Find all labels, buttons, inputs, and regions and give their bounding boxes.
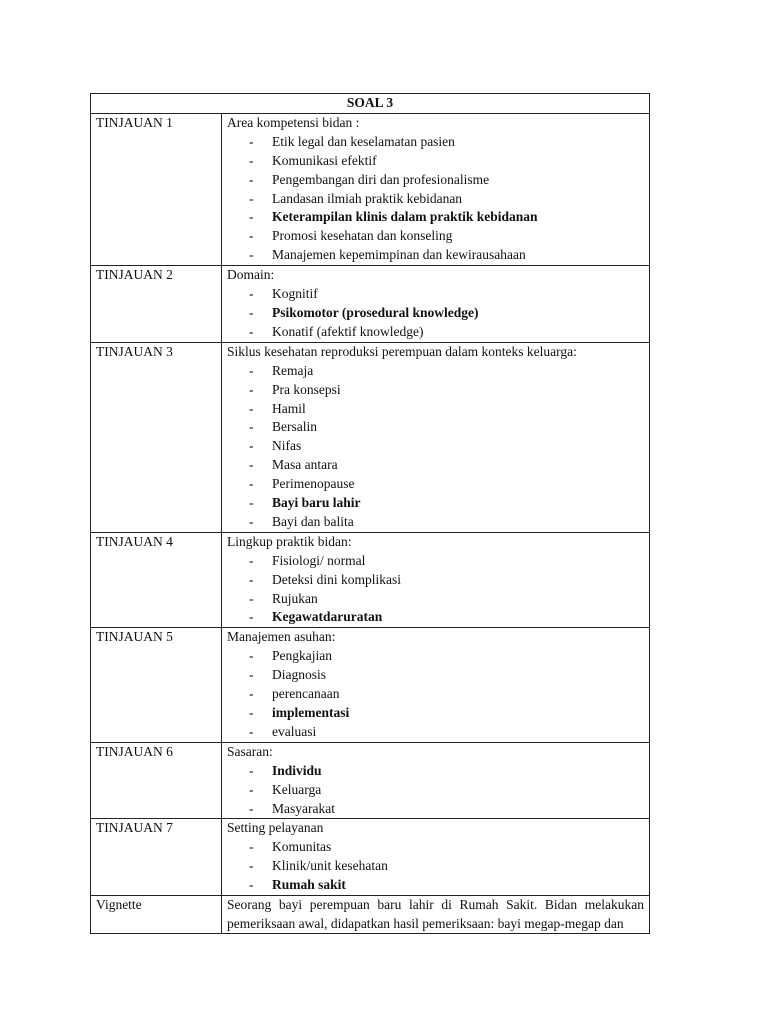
list-item-text: Komunikasi efektif [272, 152, 377, 168]
tinjauan-heading: Domain: [227, 267, 275, 283]
dash-bullet: - [249, 571, 254, 587]
dash-bullet: - [249, 152, 254, 168]
tinjauan-heading: Manajemen asuhan: [227, 629, 336, 645]
list-item-text: Klinik/unit kesehatan [272, 858, 388, 874]
dash-bullet: - [249, 590, 254, 606]
list-item-text: Masa antara [272, 457, 338, 473]
list-item-text: Masyarakat [272, 800, 335, 816]
item-list [227, 133, 644, 265]
list-item [227, 246, 644, 265]
dash-bullet: - [249, 190, 254, 206]
list-item-text: Bayi baru lahir [272, 495, 361, 511]
list-item-text: Komunitas [272, 839, 332, 855]
list-item-text: Rumah sakit [272, 877, 346, 893]
tinjauan-label: TINJAUAN 5 [91, 628, 222, 742]
list-item-text: Kegawatdaruratan [272, 609, 383, 625]
list-item [227, 456, 644, 475]
dash-bullet: - [249, 648, 254, 664]
list-item [227, 285, 644, 304]
dash-bullet: - [249, 839, 254, 855]
list-item [227, 608, 644, 627]
list-item [227, 362, 644, 381]
tinjauan-label: TINJAUAN 6 [91, 742, 222, 819]
dash-bullet: - [249, 800, 254, 816]
dash-bullet: - [249, 438, 254, 454]
dash-bullet: - [249, 419, 254, 435]
list-item-text: Etik legal dan keselamatan pasien [272, 133, 455, 149]
dash-bullet: - [249, 609, 254, 625]
list-item-text: Nifas [272, 438, 302, 454]
list-item [227, 494, 644, 513]
tinjauan-row [91, 628, 650, 742]
vignette-cell [222, 896, 650, 934]
tinjauan-label: TINJAUAN 2 [91, 266, 222, 343]
tinjauan-heading: Setting pelayanan [227, 820, 324, 836]
tinjauan-row [91, 266, 650, 343]
dash-bullet: - [249, 723, 254, 739]
list-item [227, 227, 644, 246]
list-item [227, 513, 644, 532]
dash-bullet: - [249, 877, 254, 893]
tinjauan-row [91, 113, 650, 265]
list-item-text: Fisiologi/ normal [272, 552, 366, 568]
table-body [91, 94, 650, 934]
tinjauan-content [222, 628, 650, 742]
tinjauan-content [222, 113, 650, 265]
list-item [227, 876, 644, 895]
list-item [227, 552, 644, 571]
dash-bullet: - [249, 476, 254, 492]
dash-bullet: - [249, 495, 254, 511]
list-item [227, 590, 644, 609]
dash-bullet: - [249, 247, 254, 263]
list-item [227, 133, 644, 152]
list-item [227, 838, 644, 857]
dash-bullet: - [249, 781, 254, 797]
list-item [227, 418, 644, 437]
list-item-text: Bayi dan balita [272, 513, 354, 529]
tinjauan-row [91, 742, 650, 819]
dash-bullet: - [249, 686, 254, 702]
list-item [227, 857, 644, 876]
item-list [227, 838, 644, 895]
list-item-text: Keterampilan klinis dalam praktik kebidanan [272, 209, 538, 225]
list-item-text: Promosi kesehatan dan konseling [272, 228, 453, 244]
item-list [227, 552, 644, 628]
tinjauan-label: TINJAUAN 4 [91, 532, 222, 628]
list-item [227, 723, 644, 742]
dash-bullet: - [249, 457, 254, 473]
list-item-text: Psikomotor (prosedural knowledge) [272, 304, 479, 320]
soal-title: SOAL 3 [91, 94, 650, 114]
list-item [227, 437, 644, 456]
list-item-text: Landasan ilmiah praktik kebidanan [272, 190, 463, 206]
list-item-text: Kognitif [272, 286, 318, 302]
tinjauan-content [222, 532, 650, 628]
dash-bullet: - [249, 286, 254, 302]
item-list [227, 647, 644, 742]
list-item [227, 762, 644, 781]
tinjauan-content [222, 266, 650, 343]
list-item-text: Pra konsepsi [272, 381, 341, 397]
tinjauan-content [222, 342, 650, 532]
list-item [227, 647, 644, 666]
list-item [227, 152, 644, 171]
dash-bullet: - [249, 381, 254, 397]
list-item-text: perencanaan [272, 686, 340, 702]
list-item [227, 323, 644, 342]
list-item [227, 704, 644, 723]
vignette-label: Vignette [91, 896, 222, 934]
dash-bullet: - [249, 552, 254, 568]
list-item-text: Pengembangan diri dan profesionalisme [272, 171, 490, 187]
tinjauan-row [91, 532, 650, 628]
list-item-text: Bersalin [272, 419, 317, 435]
list-item-text: implementasi [272, 705, 350, 720]
tinjauan-row [91, 342, 650, 532]
item-list [227, 762, 644, 819]
list-item-text: Manajemen kepemimpinan dan kewirausahaan [272, 247, 526, 263]
tinjauan-heading: Lingkup praktik bidan: [227, 533, 352, 549]
tinjauan-content [222, 742, 650, 819]
list-item [227, 190, 644, 209]
list-item [227, 666, 644, 685]
dash-bullet: - [249, 304, 254, 320]
dash-bullet: - [249, 171, 254, 187]
dash-bullet: - [249, 762, 254, 778]
vignette-text: Seorang bayi perempuan baru lahir di Rumah Sakit. Bidan melakukan pemeriksaan awal, didapatkan hasil pemeriksaan: bayi megap-megap dan [227, 897, 644, 931]
list-item-text: Perimenopause [272, 476, 355, 492]
list-item-text: Rujukan [272, 590, 318, 606]
list-item [227, 781, 644, 800]
list-item-text: Individu [272, 762, 322, 778]
list-item [227, 800, 644, 819]
dash-bullet: - [249, 667, 254, 683]
tinjauan-heading: Siklus kesehatan reproduksi perempuan dalam konteks keluarga: [227, 343, 577, 359]
item-list [227, 362, 644, 532]
dash-bullet: - [249, 133, 254, 149]
list-item-text: Konatif (afektif knowledge) [272, 323, 424, 339]
list-item-text: Remaja [272, 362, 314, 378]
soal-table [90, 93, 650, 934]
list-item [227, 304, 644, 323]
tinjauan-content [222, 819, 650, 896]
list-item [227, 171, 644, 190]
dash-bullet: - [249, 400, 254, 416]
list-item [227, 685, 644, 704]
list-item-text: Pengkajian [272, 648, 332, 664]
dash-bullet: - [249, 513, 254, 529]
tinjauan-label: TINJAUAN 7 [91, 819, 222, 896]
list-item [227, 381, 644, 400]
tinjauan-label: TINJAUAN 1 [91, 113, 222, 265]
dash-bullet: - [249, 228, 254, 244]
tinjauan-heading: Area kompetensi bidan : [227, 114, 360, 130]
tinjauan-row [91, 819, 650, 896]
dash-bullet: - [249, 209, 254, 225]
tinjauan-label: TINJAUAN 3 [91, 342, 222, 532]
dash-bullet: - [249, 362, 254, 378]
dash-bullet: - [249, 705, 254, 720]
list-item [227, 400, 644, 419]
list-item-text: Diagnosis [272, 667, 326, 683]
tinjauan-heading: Sasaran: [227, 743, 273, 759]
dash-bullet: - [249, 323, 254, 339]
item-list [227, 285, 644, 342]
list-item [227, 475, 644, 494]
vignette-row [91, 896, 650, 934]
list-item [227, 571, 644, 590]
dash-bullet: - [249, 858, 254, 874]
list-item-text: Keluarga [272, 781, 322, 797]
list-item-text: Deteksi dini komplikasi [272, 571, 401, 587]
title-row [91, 94, 650, 114]
list-item-text: evaluasi [272, 723, 317, 739]
list-item-text: Hamil [272, 400, 306, 416]
list-item [227, 208, 644, 227]
